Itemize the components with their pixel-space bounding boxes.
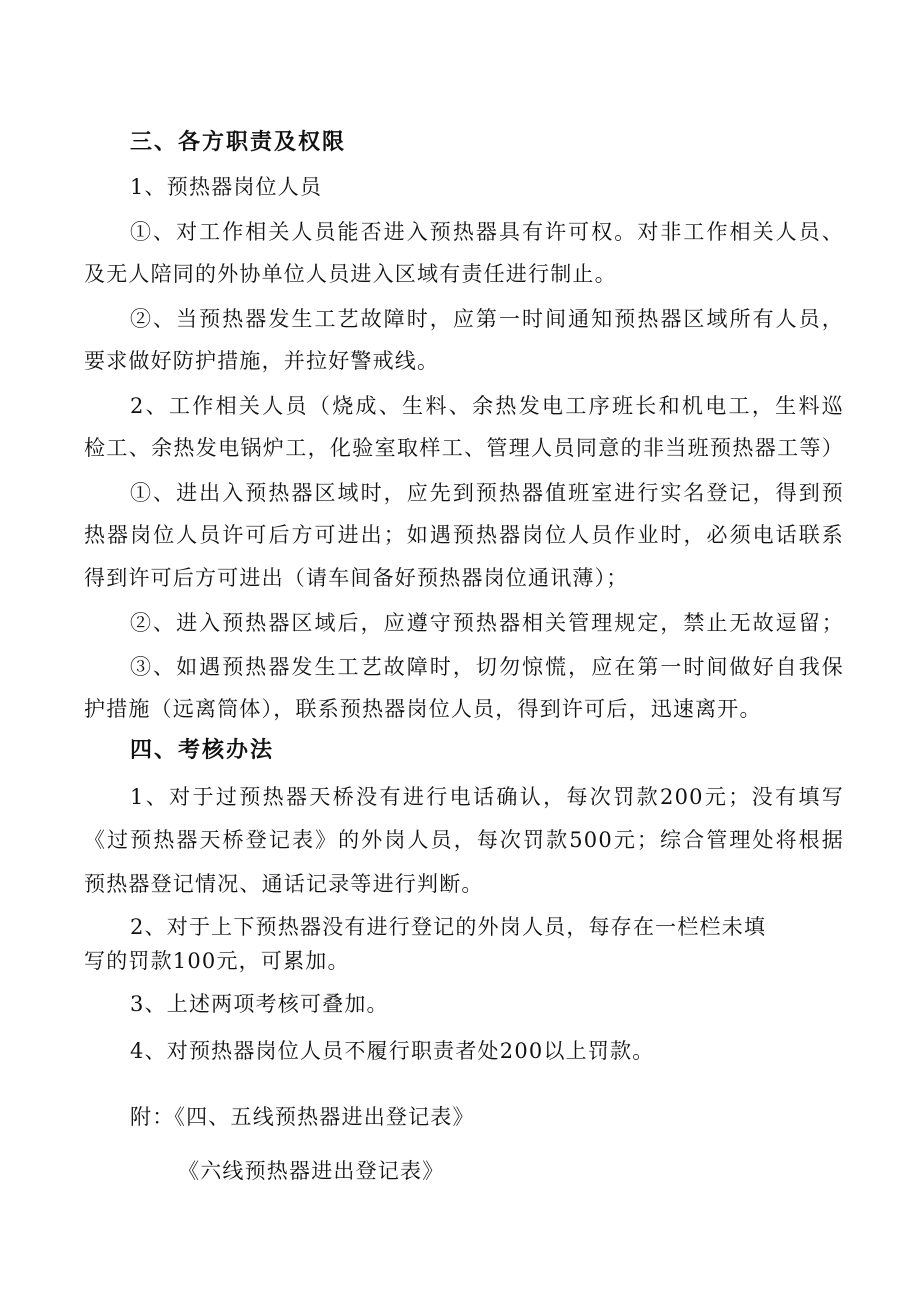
attachment-form-1: 《四、五线预热器进出登记表》 bbox=[174, 1105, 475, 1129]
section-3-item-2-title-line-1: 2、工作相关人员（烧成、生料、余热发电工序班长和机电工，生料巡 bbox=[130, 394, 844, 418]
section-3-item-2-para-3-line-1: ③、如遇预热器发生工艺故障时，切勿惊慌，应在第一时间做好自我保 bbox=[130, 655, 844, 679]
attachment-form-2: 《六线预热器进出登记表》 bbox=[178, 1159, 445, 1183]
section-4-rule-2-line-1: 2、对于上下预热器没有进行登记的外岗人员，每存在一栏栏未填 bbox=[130, 915, 767, 939]
section-3-item-2-para-1-line-3: 得到许可后方可进出（请车间备好预热器岗位通讯薄）； bbox=[84, 566, 629, 590]
section-3-item-2-para-3-line-2: 护措施（远离筒体），联系预热器岗位人员，得到许可后，迅速离开。 bbox=[84, 697, 762, 721]
section-3-item-1-para-1-line-2: 及无人陪同的外协单位人员进入区域有责任进行制止。 bbox=[84, 262, 617, 286]
section-3-item-2-para-1-line-2: 热器岗位人员许可后方可进出；如遇预热器岗位人员作业时，必须电话联系 bbox=[84, 523, 844, 547]
section-4-rule-1-line-1: 1、对于过预热器天桥没有进行电话确认，每次罚款200元；没有填写 bbox=[130, 785, 844, 809]
section-3-item-1-para-1-line-1: ①、对工作相关人员能否进入预热器具有许可权。对非工作相关人员、 bbox=[130, 220, 844, 244]
attachment-prefix: 附： bbox=[130, 1105, 175, 1129]
section-3-item-1-para-2-line-1: ②、当预热器发生工艺故障时，应第一时间通知预热器区域所有人员， bbox=[130, 307, 844, 331]
section-4-rule-1-line-2: 《过预热器天桥登记表》的外岗人员，每次罚款500元；综合管理处将根据 bbox=[84, 828, 844, 852]
section-4-rule-1-line-3: 预热器登记情况、通话记录等进行判断。 bbox=[84, 872, 484, 896]
section-3-item-2-para-1-line-1: ①、进出入预热器区域时，应先到预热器值班室进行实名登记，得到预 bbox=[130, 481, 844, 505]
section-4-rule-4: 4、对预热器岗位人员不履行职责者处200以上罚款。 bbox=[130, 1039, 655, 1063]
attachment-line-1 bbox=[130, 1102, 475, 1132]
section-3-item-1-title: 1、预热器岗位人员 bbox=[130, 175, 323, 199]
section-4-rule-3: 3、上述两项考核可叠加。 bbox=[130, 992, 389, 1016]
section-3-item-2-title-line-2: 检工、余热发电锅炉工，化验室取样工、管理人员同意的非当班预热器工等） bbox=[84, 436, 844, 460]
section-3-item-2-para-2-line-1: ②、进入预热器区域后，应遵守预热器相关管理规定，禁止无故逗留； bbox=[130, 611, 844, 635]
section-3-heading: 三、各方职责及权限 bbox=[130, 130, 347, 155]
section-4-heading: 四、考核办法 bbox=[130, 738, 275, 763]
section-3-item-1-para-2-line-2: 要求做好防护措施，并拉好警戒线。 bbox=[84, 349, 440, 373]
section-4-rule-2-line-2: 写的罚款100元，可累加。 bbox=[84, 949, 350, 973]
